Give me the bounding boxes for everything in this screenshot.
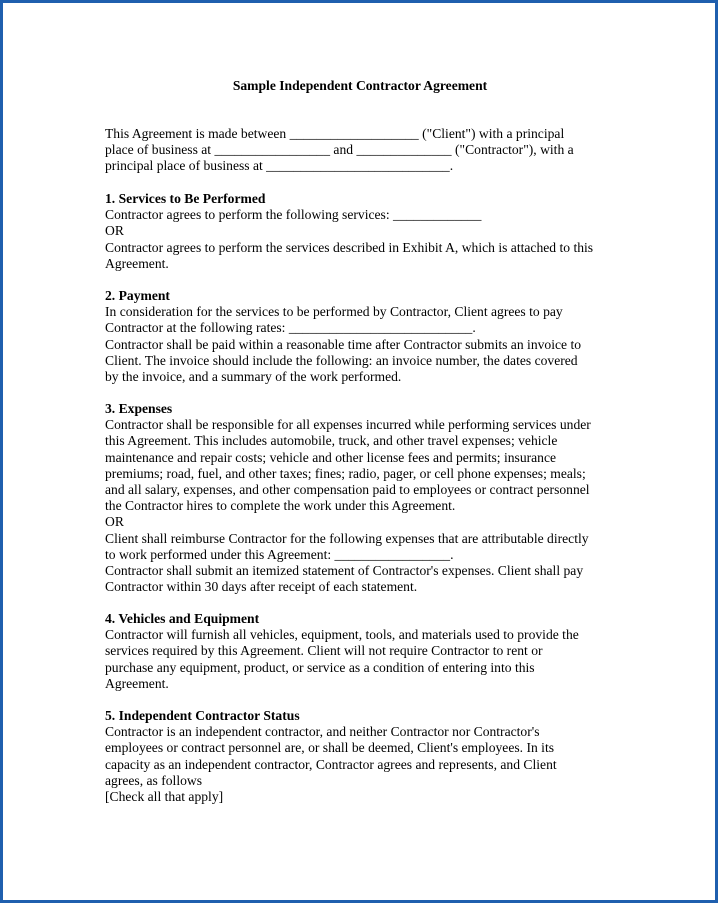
section-line: Agreement.	[105, 255, 169, 271]
section-line: employees or contract personnel are, or shall be deemed, Client's employees. In its	[105, 740, 555, 756]
section-line: Contractor shall be paid within a reasonable time after Contractor submits an invoice to	[105, 336, 582, 352]
section-expenses	[105, 401, 591, 595]
section-line: Client. The invoice should include the following: an invoice number, the dates covered	[105, 352, 578, 368]
section-heading: 1. Services to Be Performed	[105, 191, 266, 206]
section-line: the Contractor hires to complete the work under this Agreement.	[105, 498, 456, 514]
section-line: Contractor agrees to perform the services described in Exhibit A, which is attached to this	[105, 239, 594, 255]
document-title: Sample Independent Contractor Agreement	[232, 78, 488, 93]
section-line: services required by this Agreement. Client will not require Contractor to rent or	[105, 643, 543, 659]
section-heading: 5. Independent Contractor Status	[105, 708, 300, 723]
section-line: maintenance and repair costs; vehicle and other license fees and permits; insurance	[105, 449, 557, 465]
section-vehicles-equipment	[105, 611, 579, 692]
section-line: Contractor shall be responsible for all expenses incurred while performing services under	[105, 417, 591, 433]
section-line: OR	[105, 514, 124, 530]
intro-line: principal place of business at ___________________________.	[105, 158, 454, 174]
section-contractor-status	[105, 708, 557, 805]
section-services	[105, 191, 593, 272]
section-line: Contractor agrees to perform the following services: _____________	[105, 207, 482, 223]
section-line: and all salary, expenses, and other compensation paid to employees or contract personnel	[105, 482, 590, 498]
section-line: this Agreement. This includes automobile, truck, and other travel expenses; vehicle	[105, 433, 558, 449]
section-line: Contractor shall submit an itemized statement of Contractor's expenses. Client shall pay	[105, 563, 584, 579]
section-line: Contractor within 30 days after receipt of each statement.	[105, 579, 418, 595]
section-line: by the invoice, and a summary of the work performed.	[105, 369, 402, 385]
section-line: Contractor will furnish all vehicles, equipment, tools, and materials used to provide the	[105, 627, 579, 643]
section-heading: 3. Expenses	[105, 401, 173, 416]
section-line: Contractor at the following rates: ___________________________.	[105, 320, 476, 336]
section-line: agrees, as follows	[105, 772, 203, 788]
section-payment	[105, 288, 581, 385]
section-heading: 2. Payment	[105, 288, 170, 303]
section-heading: 4. Vehicles and Equipment	[105, 611, 260, 626]
section-line: capacity as an independent contractor, Contractor agrees and represents, and Client	[105, 756, 557, 772]
intro-paragraph	[105, 126, 574, 175]
intro-line: place of business at _________________ and ______________ ("Contractor"), with a	[105, 142, 574, 158]
section-line: Client shall reimburse Contractor for the following expenses that are attributable directly	[105, 530, 589, 546]
intro-line: This Agreement is made between ___________________ ("Client") with a principal	[105, 126, 565, 141]
section-line: In consideration for the services to be performed by Contractor, Client agrees to pay	[105, 304, 563, 320]
section-line: premiums; road, fuel, and other taxes; fines; radio, pager, or cell phone expenses; meals;	[105, 465, 586, 481]
section-line: Contractor is an independent contractor, and neither Contractor nor Contractor's	[105, 724, 540, 740]
section-line: Agreement.	[105, 675, 169, 691]
section-line: to work performed under this Agreement: _________________.	[105, 546, 454, 562]
section-line: purchase any equipment, product, or service as a condition of entering into this	[105, 659, 535, 675]
section-line: [Check all that apply]	[105, 789, 224, 805]
section-line: OR	[105, 223, 124, 239]
